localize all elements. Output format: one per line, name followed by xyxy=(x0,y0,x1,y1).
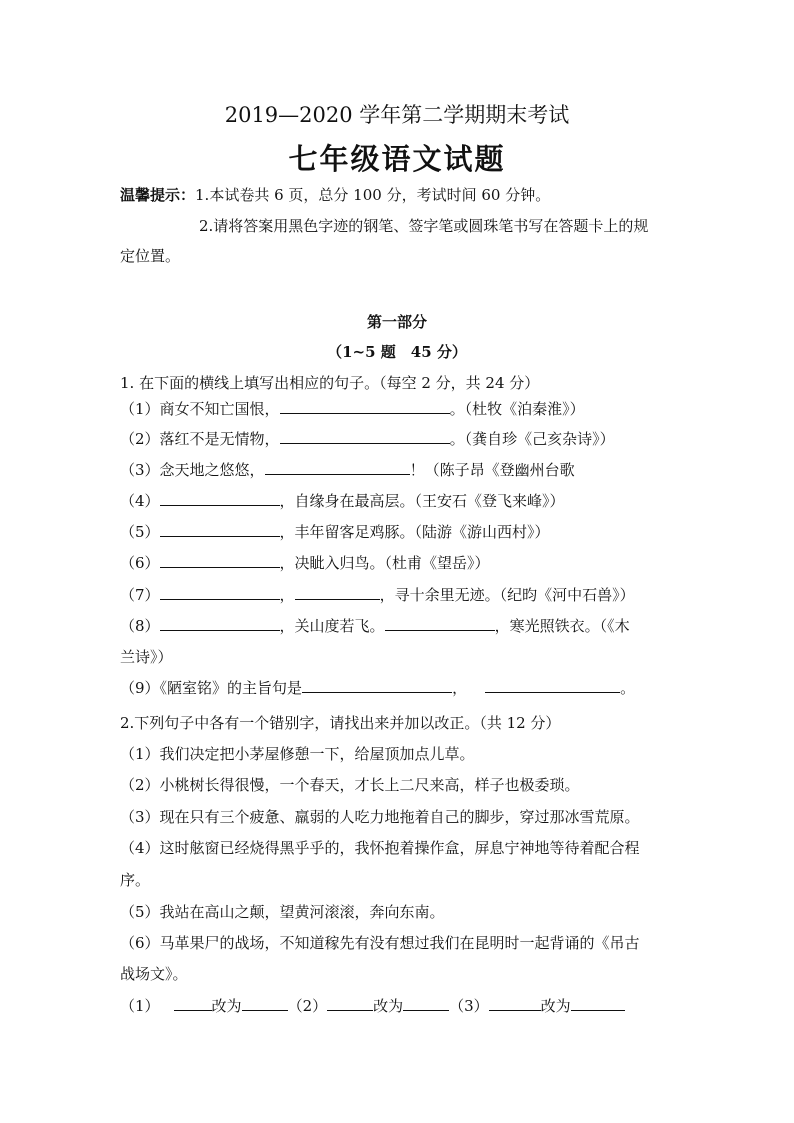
answer-blank[interactable] xyxy=(160,490,280,506)
q1-item xyxy=(120,490,676,512)
answer-blank[interactable] xyxy=(571,995,625,1011)
item-text: 商女不知亡国恨， xyxy=(159,400,280,418)
q2-stem: 2.下列句子中各有一个错别字，请找出来并加以改正。（共 12 分） xyxy=(120,714,561,732)
q1-item-continued xyxy=(120,646,676,668)
item-text: 落红不是无情物， xyxy=(159,430,280,448)
item-text: 。（杜牧《泊秦淮》） xyxy=(449,400,585,418)
q1-item xyxy=(120,677,676,699)
item-text: ，关山度若飞。 xyxy=(279,617,385,635)
answer-blank[interactable] xyxy=(160,552,280,568)
answer-blank[interactable] xyxy=(174,995,212,1011)
answer-blank[interactable] xyxy=(485,677,620,693)
item-text: ，寒光照铁衣。（《木 xyxy=(494,617,630,635)
item-number: （9） xyxy=(120,679,160,697)
item-text: ，决眦入归鸟。（杜甫《望岳》） xyxy=(279,554,490,572)
answer-text: 改为 xyxy=(373,997,404,1015)
q1-item xyxy=(120,459,676,481)
q2-item: （6）马革果尸的战场，不知道稼先有没有想过我们在昆明时一起背诵的《吊古 xyxy=(120,934,640,952)
q1-item xyxy=(120,584,676,606)
q1-item xyxy=(120,428,676,450)
part-range: （1~5 题 45 分） xyxy=(327,343,467,361)
answer-blank[interactable] xyxy=(489,995,541,1011)
part-title: 第一部分 xyxy=(366,313,427,331)
exam-subtitle: 七年级语文试题 xyxy=(288,142,506,176)
item-text: ，寻十余里无迹。（纪昀《河中石兽》） xyxy=(379,586,635,604)
item-text: 念天地之悠悠， xyxy=(159,461,265,479)
answer-text: 改为 xyxy=(540,997,571,1015)
item-text: ， xyxy=(279,586,295,604)
q2-item: （3）现在只有三个疲惫、羸弱的人吃力地拖着自己的脚步，穿过那冰雪荒原。 xyxy=(120,808,640,826)
answer-number: （1） xyxy=(120,997,160,1015)
answer-number: （2） xyxy=(287,997,328,1015)
q2-item: （5）我站在高山之颠，望黄河滚滚，奔向东南。 xyxy=(120,903,445,921)
item-text: 。（龚自珍《己亥杂诗》） xyxy=(449,430,615,448)
item-number: （8） xyxy=(120,617,160,635)
item-text: 《陋室铭》的主旨句是 xyxy=(159,679,303,697)
tips-label: 温馨提示： xyxy=(120,186,196,204)
q2-item-continued: 序。 xyxy=(120,871,151,889)
q1-item xyxy=(120,615,676,637)
q2-item: （4）这时舷窗已经烧得黑乎乎的，我怀抱着操作盒，屏息宁神地等待着配合程 xyxy=(120,839,640,857)
item-number: （4） xyxy=(120,492,160,510)
item-text: ， xyxy=(452,679,468,697)
answer-blank[interactable] xyxy=(280,428,450,444)
item-number: （5） xyxy=(120,523,160,541)
answer-blank[interactable] xyxy=(242,995,288,1011)
answer-blank[interactable] xyxy=(302,677,452,693)
q1-item xyxy=(120,521,676,543)
item-text: ，自缘身在最高层。（王安石《登飞来峰》） xyxy=(279,492,565,510)
item-text: ！（陈子昂《登幽州台歌 xyxy=(409,461,575,479)
answer-blank[interactable] xyxy=(160,521,280,537)
tips-line-3: 定位置。 xyxy=(120,247,181,265)
answer-blank[interactable] xyxy=(403,995,449,1011)
item-text: ，丰年留客足鸡豚。（陆游《游山西村》） xyxy=(279,523,550,541)
answer-text: 改为 xyxy=(211,997,242,1015)
item-text: 。 xyxy=(620,679,636,697)
item-number: （1） xyxy=(120,400,160,418)
q2-item-continued: 战场文》。 xyxy=(120,965,188,983)
tips-line-1 xyxy=(120,184,676,206)
q2-item: （1）我们决定把小茅屋修憩一下，给屋顶加点儿草。 xyxy=(120,745,475,763)
q1-item xyxy=(120,398,676,420)
answer-blank[interactable] xyxy=(280,398,450,414)
q1-item xyxy=(120,552,676,574)
item-text: 兰诗》） xyxy=(120,648,173,666)
answer-blank[interactable] xyxy=(160,615,280,631)
item-number: （6） xyxy=(120,554,160,572)
item-number: （3） xyxy=(120,461,160,479)
answer-number: （3） xyxy=(449,997,489,1015)
answer-blank[interactable] xyxy=(295,584,380,600)
answer-blank[interactable] xyxy=(327,995,373,1011)
answer-blank[interactable] xyxy=(265,459,410,475)
exam-title: 2019—2020 学年第二学期期末考试 xyxy=(224,103,570,127)
q1-stem: 1. 在下面的横线上填写出相应的句子。（每空 2 分，共 24 分） xyxy=(120,374,540,392)
answer-blank[interactable] xyxy=(385,615,495,631)
answer-blank[interactable] xyxy=(160,584,280,600)
item-number: （2） xyxy=(120,430,160,448)
tips-line-2: 2.请将答案用黑色字迹的钢笔、签字笔或圆珠笔书写在答题卡上的规 xyxy=(199,217,649,235)
tips-text-1: 1.本试卷共 6 页，总分 100 分，考试时间 60 分钟。 xyxy=(195,186,551,204)
q2-answer-line xyxy=(120,995,676,1017)
item-number: （7） xyxy=(120,586,160,604)
q2-item: （2）小桃树长得很慢，一个春天，才长上二尺来高，样子也极委琐。 xyxy=(120,776,580,794)
